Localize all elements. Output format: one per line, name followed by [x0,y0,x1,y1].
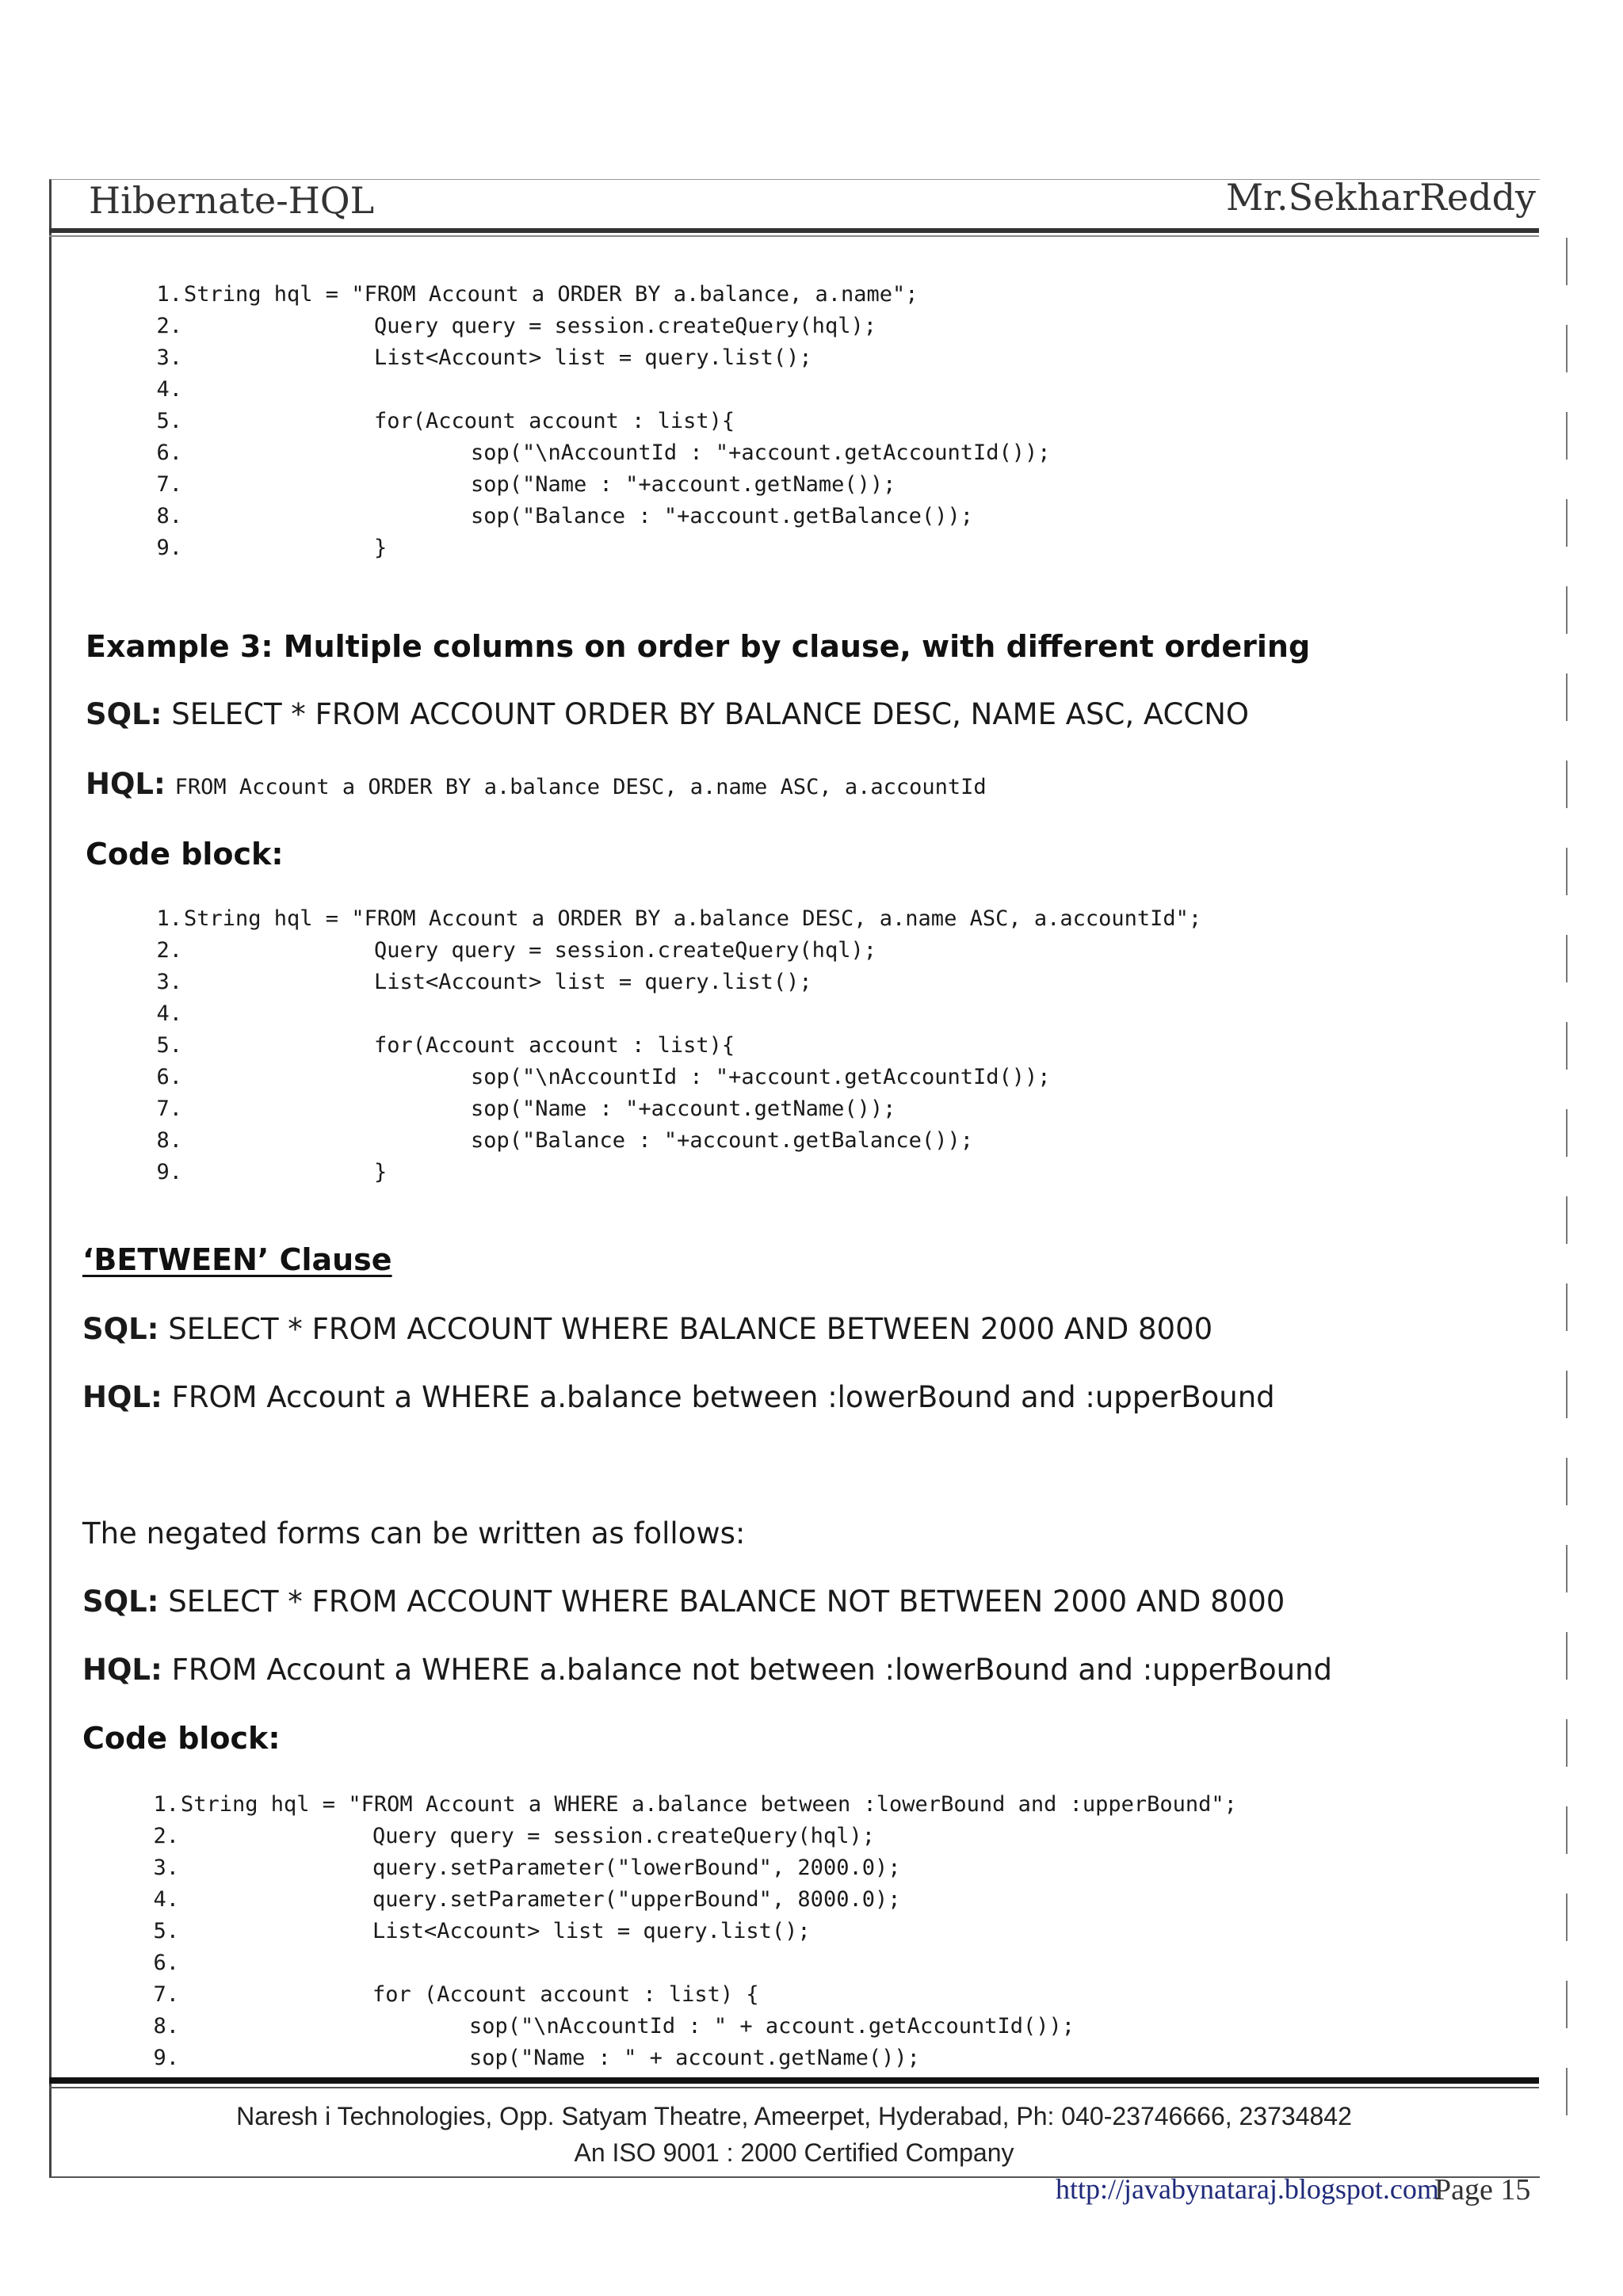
line-number: 7. [156,472,182,497]
sql-text: SELECT * FROM ACCOUNT WHERE BALANCE BETWEEN 2000 AND 8000 [168,1312,1213,1346]
code-line [135,1093,1498,1125]
example3-hql [86,767,987,801]
between-heading: ‘BETWEEN’ Clause [82,1242,392,1277]
code-text: sop("Balance : "+account.getBalance()); [471,1128,973,1153]
line-number: 9. [153,2046,179,2070]
line-number: 2. [156,938,182,963]
line-number: 4. [156,1001,182,1026]
binding-rule [1566,238,1568,2155]
code-text: query.setParameter("lowerBound", 2000.0); [372,1855,901,1880]
sql-text: SELECT * FROM ACCOUNT ORDER BY BALANCE DESC, NAME ASC, ACCNO [171,697,1249,731]
code-text: sop("Name : "+account.getName()); [471,472,896,497]
code-line [132,1947,1526,1979]
line-number: 3. [156,345,182,370]
footer-certification: An ISO 9001 : 2000 Certified Company [574,2138,1014,2167]
code-block-2 [135,903,1498,1196]
code-line [135,998,1498,1030]
code-text: sop("Balance : "+account.getBalance()); [471,504,973,528]
line-number: 4. [153,1887,179,1912]
line-number: 2. [153,1824,179,1848]
code-line [135,903,1498,935]
header-rule-thin [49,235,1539,237]
code-line [132,1884,1526,1916]
line-number: 6. [156,441,182,465]
line-number: 7. [156,1097,182,1121]
hql-label: HQL: [82,1653,162,1687]
between-code-label: Code block: [82,1721,281,1756]
line-number: 8. [153,2014,179,2039]
code-text: sop("\nAccountId : "+account.getAccountId()); [471,1065,1051,1089]
code-text: List<Account> list = query.list(); [372,1919,811,1943]
code-line [135,469,1482,501]
line-number: 8. [156,504,182,528]
line-number: 8. [156,1128,182,1153]
code-block-1 [135,279,1482,572]
code-line [135,967,1498,998]
code-line [135,311,1482,342]
code-line [132,2011,1526,2042]
code-text: } [374,536,388,560]
code-text: List<Account> list = query.list(); [374,345,812,370]
code-line [132,2042,1526,2074]
hql-text: FROM Account a WHERE a.balance not between :lowerBound and :upperBound [171,1653,1332,1687]
footer-rule [49,2077,1539,2084]
sql-text: SELECT * FROM ACCOUNT WHERE BALANCE NOT BETWEEN 2000 AND 8000 [168,1585,1285,1619]
line-number: 4. [156,377,182,402]
line-number: 1. [156,282,182,307]
line-number: 9. [156,536,182,560]
footer-address: Naresh i Technologies, Opp. Satyam Theatre, Ameerpet, Hyderabad, Ph: 040-23746666, 23734842 [236,2102,1352,2130]
example3-heading: Example 3: Multiple columns on order by clause, with different ordering [86,629,1311,664]
code-line [135,1030,1498,1062]
code-text: sop("\nAccountId : "+account.getAccountId()); [471,441,1051,465]
code-line [135,342,1482,374]
author-name: Mr.SekharReddy [1225,176,1536,219]
line-number: 6. [153,1951,179,1975]
page-header [89,176,1539,231]
footer-rule-thin [49,2087,1539,2088]
code-text: sop("\nAccountId : " + account.getAccountId()); [469,2014,1075,2039]
document-title: Hibernate-HQL [89,179,375,222]
code-line [135,374,1482,406]
code-line [132,1916,1526,1947]
code-text: } [374,1160,388,1184]
example3-code-label: Code block: [86,837,284,871]
code-line [135,501,1482,532]
line-number: 7. [153,1982,179,2007]
code-text: String hql = "FROM Account a ORDER BY a.balance, a.name"; [184,282,918,307]
negated-intro: The negated forms can be written as follows: [82,1516,746,1550]
code-text: for (Account account : list) { [372,1982,759,2007]
hql-label: HQL: [86,767,166,801]
between-sql [82,1312,1212,1346]
line-number: 5. [153,1919,179,1943]
page-footer [49,2098,1539,2171]
page-number: Page 15 [1434,2173,1531,2206]
code-line [135,406,1482,437]
code-text: sop("Name : " + account.getName()); [469,2046,920,2070]
blog-url[interactable]: http://javabynataraj.blogspot.com [1056,2173,1439,2205]
code-line [132,1979,1526,2011]
line-number: 1. [156,906,182,931]
hql-text: FROM Account a WHERE a.balance between :lowerBound and :upperBound [171,1380,1275,1414]
hql-text: FROM Account a ORDER BY a.balance DESC, a.name ASC, a.accountId [174,775,987,799]
line-number: 1. [153,1792,179,1817]
code-line [135,437,1482,469]
code-text: for(Account account : list){ [374,409,735,433]
sql-label: SQL: [82,1312,159,1346]
sql-label: SQL: [82,1585,159,1619]
line-number: 2. [156,314,182,338]
line-number: 9. [156,1160,182,1184]
header-rule [49,228,1539,233]
code-text: query.setParameter("upperBound", 8000.0); [372,1887,901,1912]
code-text: Query query = session.createQuery(hql); [374,938,876,963]
code-text: String hql = "FROM Account a ORDER BY a.balance DESC, a.name ASC, a.accountId"; [184,906,1202,931]
line-number: 6. [156,1065,182,1089]
negated-sql [82,1585,1285,1619]
code-line [132,1789,1526,1821]
code-block-3 [132,1789,1526,2082]
code-line [132,1821,1526,1852]
code-line [135,279,1482,311]
code-text: sop("Name : "+account.getName()); [471,1097,896,1121]
code-line [135,935,1498,967]
line-number: 3. [153,1855,179,1880]
code-text: for(Account account : list){ [374,1033,735,1058]
code-line [135,532,1482,564]
code-text: List<Account> list = query.list(); [374,970,812,994]
code-line [135,1157,1498,1188]
example3-sql [86,697,1249,731]
sql-label: SQL: [86,697,162,731]
line-number: 5. [156,409,182,433]
between-hql [82,1380,1275,1414]
line-number: 5. [156,1033,182,1058]
code-line [135,1062,1498,1093]
negated-hql [82,1653,1332,1687]
code-text: Query query = session.createQuery(hql); [372,1824,875,1848]
code-line [132,1852,1526,1884]
code-line [135,1125,1498,1157]
code-text: String hql = "FROM Account a WHERE a.balance between :lowerBound and :upperBound"; [181,1792,1237,1817]
line-number: 3. [156,970,182,994]
hql-label: HQL: [82,1380,162,1414]
code-text: Query query = session.createQuery(hql); [374,314,876,338]
